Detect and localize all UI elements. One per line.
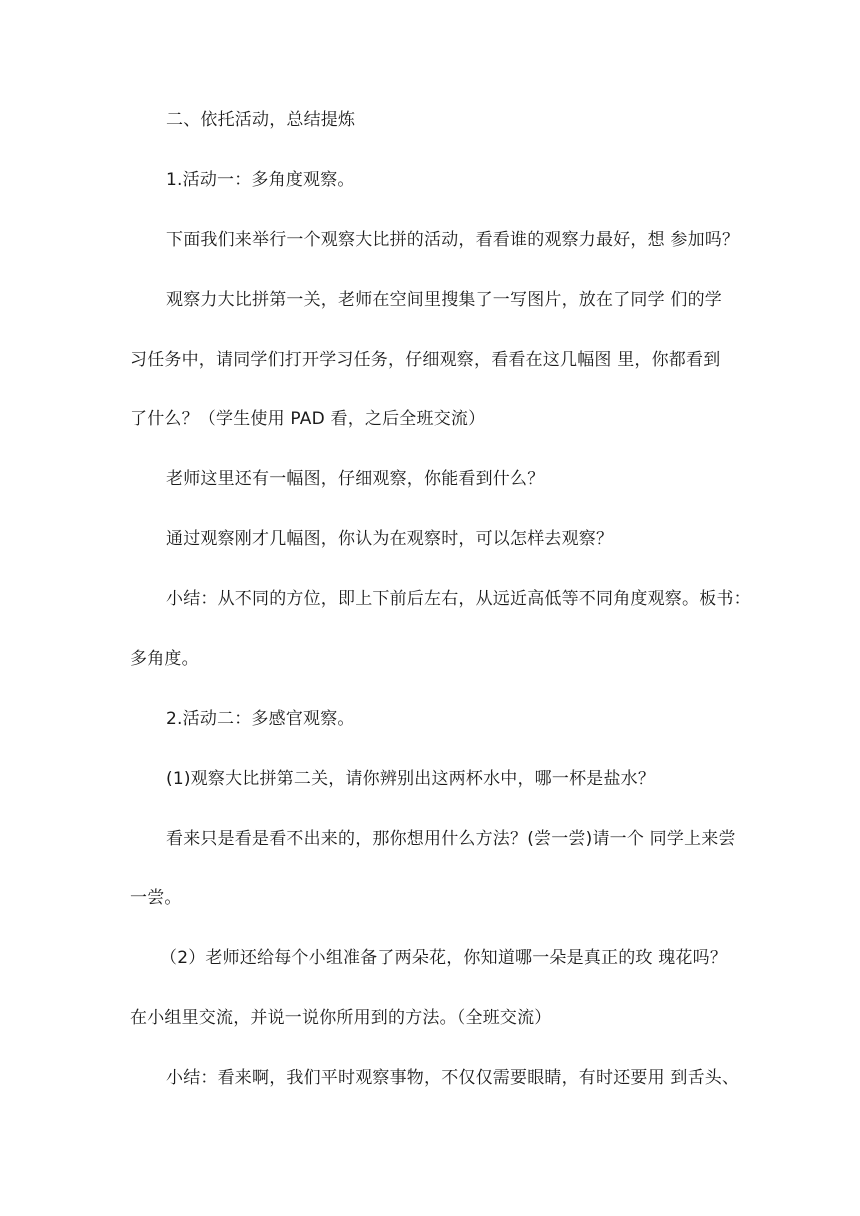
section-heading: 二、依托活动，总结提炼 [166, 110, 356, 130]
paragraph-line: 了什么？（学生使用 PAD 看，之后全班交流） [130, 409, 486, 429]
paragraph-line: 在小组里交流，并说一说你所用到的方法。（全班交流） [130, 1008, 552, 1028]
summary-line: 小结：看来啊，我们平时观察事物，不仅仅需要眼睛，有时还要用 到舌头、 [166, 1068, 740, 1088]
paragraph-line: 观察力大比拼第一关，老师在空间里搜集了一写图片，放在了同学 们的学 [166, 290, 723, 310]
paragraph-line: (1)观察大比拼第二关，请你辨别出这两杯水中，哪一杯是盐水？ [166, 769, 656, 789]
paragraph-line: 习任务中，请同学们打开学习任务，仔细观察，看看在这几幅图 里，你都看到 [130, 350, 721, 370]
activity-two-heading: 2.活动二：多感官观察。 [166, 709, 355, 729]
activity-one-heading: 1.活动一：多角度观察。 [166, 170, 355, 190]
paragraph-line: 通过观察刚才几幅图，你认为在观察时，可以怎样去观察？ [166, 529, 614, 549]
paragraph-line: （2）老师还给每个小组准备了两朵花，你知道哪一朵是真正的玫 瑰花吗？ [160, 948, 728, 968]
paragraph-line: 一尝。 [130, 888, 182, 908]
paragraph-line: 下面我们来举行一个观察大比拼的活动，看看谁的观察力最好，想 参加吗？ [166, 230, 740, 250]
summary-line: 多角度。 [130, 649, 199, 669]
paragraph-line: 看来只是看是看不出来的，那你想用什么方法？(尝一尝)请一个 同学上来尝 [166, 829, 736, 849]
paragraph-line: 老师这里还有一幅图，仔细观察，你能看到什么？ [166, 469, 545, 489]
summary-line: 小结：从不同的方位，即上下前后左右，从远近高低等不同角度观察。板书： [166, 589, 751, 609]
